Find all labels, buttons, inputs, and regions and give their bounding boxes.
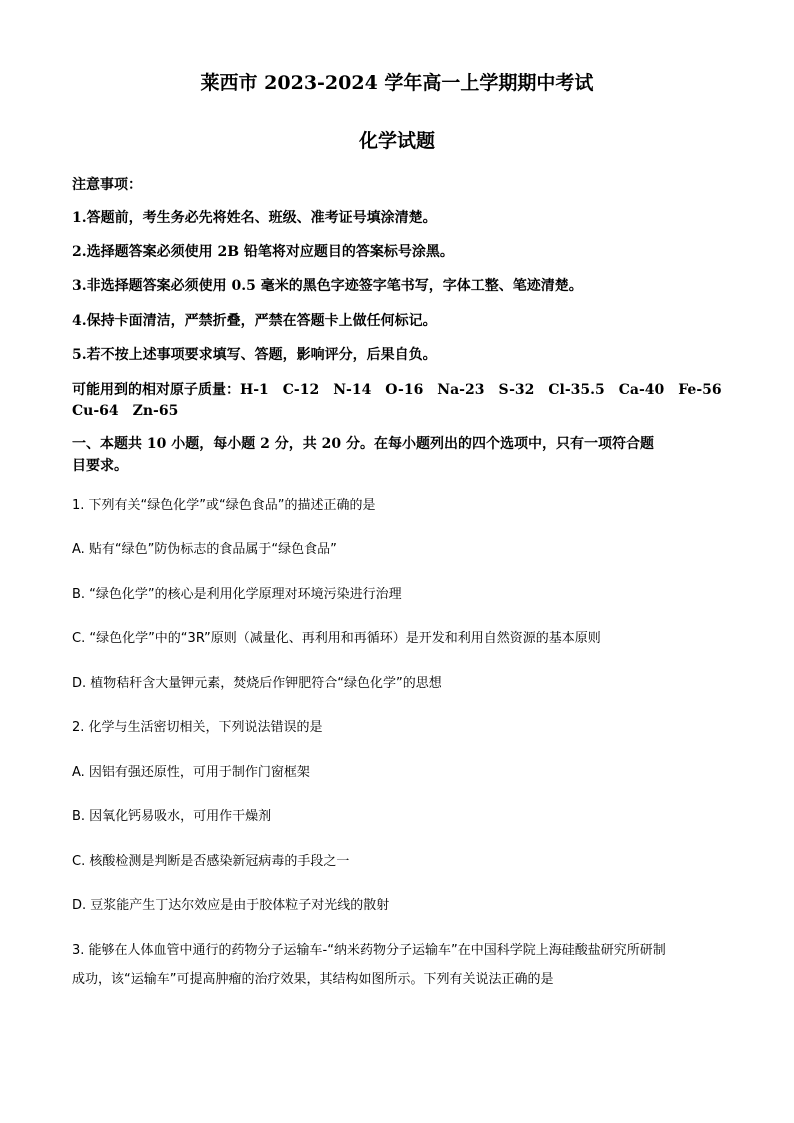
question-option: B. “绿色化学”的核心是利用化学原理对环境污染进行治理 bbox=[72, 587, 402, 602]
note-item: 4.保持卡面清洁，严禁折叠，严禁在答题卡上做任何标记。 bbox=[72, 313, 437, 329]
question-option: B. 因氧化钙易吸水，可用作干燥剂 bbox=[72, 809, 272, 824]
notes-heading: 注意事项： bbox=[72, 177, 142, 193]
note-item: 1.答题前，考生务必先将姓名、班级、准考证号填涂清楚。 bbox=[72, 210, 437, 226]
exam-title: 莱西市 2023-2024 学年高一上学期期中考试 bbox=[200, 72, 594, 94]
note-item: 3.非选择题答案必须使用 0.5 毫米的黑色字迹签字笔书写，字体工整、笔迹清楚。 bbox=[72, 278, 583, 294]
note-item: 2.选择题答案必须使用 2B 铅笔将对应题目的答案标号涂黑。 bbox=[72, 244, 454, 260]
section-heading: 一、本题共 10 小题，每小题 2 分，共 20 分。在每小题列出的四个选项中，只有一项符合题 bbox=[72, 436, 654, 452]
atomic-masses-line: Cu-64 Zn-65 bbox=[72, 403, 179, 419]
question-option: D. 豆浆能产生丁达尔效应是由于胶体粒子对光线的散射 bbox=[72, 898, 390, 913]
note-item: 5.若不按上述事项要求填写、答题，影响评分，后果自负。 bbox=[72, 347, 437, 363]
section-heading: 目要求。 bbox=[72, 458, 128, 474]
question-stem: 2. 化学与生活密切相关，下列说法错误的是 bbox=[72, 720, 323, 735]
question-option: D. 植物秸秆含大量钾元素，焚烧后作钾肥符合“绿色化学”的思想 bbox=[72, 676, 442, 691]
question-option: A. 因铝有强还原性，可用于制作门窗框架 bbox=[72, 765, 310, 780]
exam-subject: 化学试题 bbox=[358, 130, 435, 152]
question-option: A. 贴有“绿色”防伪标志的食品属于“绿色食品” bbox=[72, 542, 337, 557]
question-option: C. 核酸检测是判断是否感染新冠病毒的手段之一 bbox=[72, 854, 350, 869]
question-stem: 1. 下列有关“绿色化学”或“绿色食品”的描述正确的是 bbox=[72, 498, 376, 513]
question-stem: 成功，该“运输车”可提高肿瘤的治疗效果，其结构如图所示。下列有关说法正确的是 bbox=[72, 972, 554, 987]
atomic-masses-line: 可能用到的相对原子质量：H-1 C-12 N-14 O-16 Na-23 S-32 Cl-35.5 Ca-40 Fe-56 bbox=[72, 382, 722, 398]
question-option: C. “绿色化学”中的“3R”原则（减量化、再利用和再循环）是开发和利用自然资源的基本原则 bbox=[72, 631, 601, 646]
question-stem: 3. 能够在人体血管中通行的药物分子运输车-“纳米药物分子运输车”在中国科学院上海硅酸盐研究所研制 bbox=[72, 943, 666, 958]
